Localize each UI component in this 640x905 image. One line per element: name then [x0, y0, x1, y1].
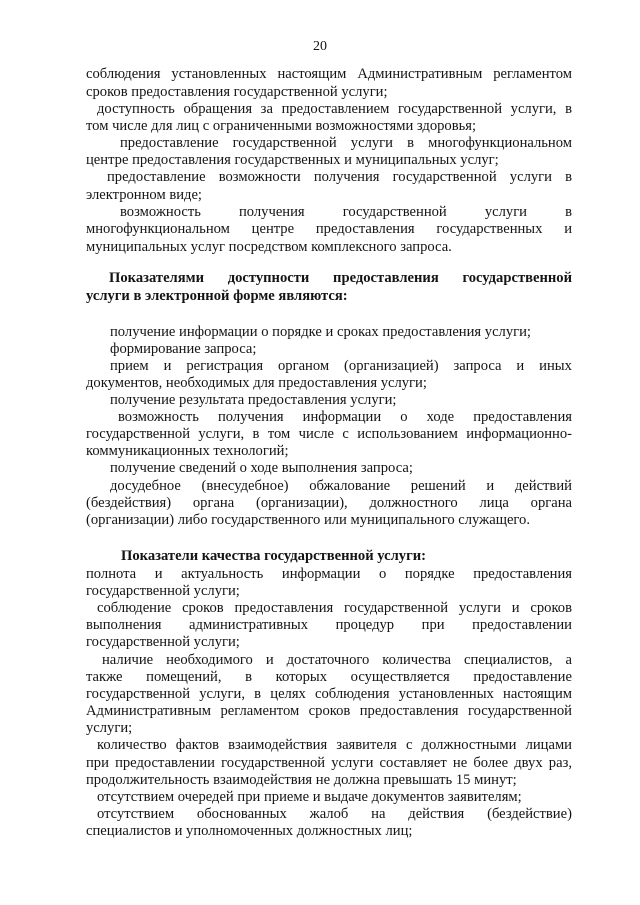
word: процедур — [335, 617, 395, 633]
word: предоставления — [315, 221, 415, 237]
word: предоставления — [473, 566, 572, 582]
word: жалоб — [309, 806, 349, 822]
text-line: муниципальных услуг посредством комплексного запроса. — [86, 239, 452, 255]
text-line: предоставление государственной услуги в многофункциональном — [120, 135, 572, 151]
word: также — [86, 669, 123, 685]
text-line-justified — [110, 358, 572, 375]
word: действия — [408, 806, 465, 822]
word: порядке — [404, 566, 455, 582]
word: лица — [479, 495, 509, 511]
word: регистрация — [186, 358, 264, 374]
word: полнота — [86, 566, 137, 582]
word: предоставление — [473, 669, 572, 685]
word: возможность — [120, 204, 201, 220]
word: (бездействие) — [487, 806, 572, 822]
text-line-justified — [86, 566, 572, 583]
text-line: (организации) либо государственного или муниципального служащего. — [86, 512, 531, 528]
word: информации — [302, 409, 382, 425]
text-line: количество фактов взаимодействия заявителя с должностными лицами — [97, 737, 572, 753]
word: информации — [281, 566, 361, 582]
text-line: при предоставлении государственной услуги составляет не более двух раз, — [86, 755, 572, 771]
word: должностного — [369, 495, 458, 511]
text-line: государственной услуги; — [86, 583, 240, 599]
word: ходе — [426, 409, 455, 425]
text-line: доступность обращения за предоставлением государственной услуги, в — [97, 101, 572, 117]
text-line: наличие необходимого и достаточного количества специалистов, а — [102, 652, 572, 668]
word: и — [516, 358, 525, 374]
text-line: центре предоставления государственных и муниципальных услуг; — [86, 152, 499, 168]
text-line: Административным регламентом сроков предоставления государственной — [86, 703, 572, 719]
text-line: коммуникационных технологий; — [86, 443, 289, 459]
word: государственной — [462, 270, 572, 286]
text-line: электронном виде; — [86, 187, 202, 203]
text-line: государственной услуги, в целях соблюдения установленных настоящим — [86, 686, 572, 702]
text-line-justified — [86, 669, 572, 686]
text-line: получение результата предоставления услуги; — [110, 392, 397, 408]
text-line-justified — [86, 495, 572, 512]
word: и — [564, 221, 572, 237]
word: получения — [217, 409, 284, 425]
word: и — [486, 478, 495, 494]
text-line-justified — [86, 221, 572, 238]
word: административных — [189, 617, 309, 633]
text-line: получение сведений о ходе выполнения запроса; — [110, 460, 413, 476]
section-heading — [109, 270, 572, 287]
text-line-justified — [97, 806, 572, 823]
text-line: предоставление возможности получения государственной услуги в — [107, 169, 572, 185]
word: многофункциональном — [86, 221, 230, 237]
text-line-justified — [120, 204, 572, 221]
text-line: соблюдение сроков предоставления государственной услуги и сроков — [97, 600, 572, 616]
word: иных — [539, 358, 572, 374]
text-line-justified — [118, 409, 572, 426]
word: при — [421, 617, 445, 633]
word: на — [371, 806, 386, 822]
word: центре — [251, 221, 295, 237]
word: осуществляется — [350, 669, 450, 685]
word: отсутствием — [97, 806, 175, 822]
word: актуальность — [181, 566, 264, 582]
word: выполнения — [86, 617, 162, 633]
text-line: получение информации о порядке и сроках предоставления услуги; — [110, 324, 531, 340]
text-line: отсутствием очередей при приеме и выдаче документов заявителям; — [97, 789, 522, 805]
word: о — [400, 409, 408, 425]
text-line: документов, необходимых для предоставления услуги; — [86, 375, 427, 391]
text-line: специалистов и уполномоченных должностных лиц; — [86, 823, 413, 839]
word: которых — [275, 669, 328, 685]
word: (организации), — [255, 495, 348, 511]
word: досудебное — [110, 478, 181, 494]
word: обоснованных — [196, 806, 287, 822]
text-line: том числе для лиц с ограниченными возможностями здоровья; — [86, 118, 477, 134]
word: (организацией) — [344, 358, 439, 374]
section-heading: Показатели качества государственной услуги: — [121, 548, 426, 564]
word: запроса — [453, 358, 502, 374]
word: возможность — [118, 409, 199, 425]
word: обжалование — [309, 478, 391, 494]
word: прием — [110, 358, 149, 374]
word: Показателями — [109, 270, 204, 286]
text-line: государственной услуги; — [86, 634, 240, 650]
word: решений — [410, 478, 466, 494]
word: предоставления — [473, 409, 572, 425]
word: и — [154, 566, 163, 582]
word: предоставления — [333, 270, 439, 286]
word: государственных — [436, 221, 543, 237]
word: и — [163, 358, 172, 374]
word: органа — [530, 495, 572, 511]
text-line-justified — [110, 478, 572, 495]
word: услуги — [484, 204, 527, 220]
word: предоставлении — [472, 617, 572, 633]
word: доступности — [227, 270, 310, 286]
text-line: продолжительность взаимодействия не должна превышать 15 минут; — [86, 772, 517, 788]
page-number: 20 — [313, 39, 327, 54]
text-line: государственной услуги, в том числе с использованием информационно- — [86, 426, 572, 442]
word: (внесудебное) — [201, 478, 289, 494]
word: органом — [277, 358, 330, 374]
word: государственной — [342, 204, 447, 220]
text-line: формирование запроса; — [110, 341, 257, 357]
text-line: услуги; — [86, 720, 133, 736]
word: в — [245, 669, 253, 685]
text-line: соблюдения установленных настоящим Административным регламентом — [86, 66, 572, 82]
word: в — [565, 204, 572, 220]
word: органа — [192, 495, 235, 511]
word: о — [378, 566, 387, 582]
section-heading: услуги в электронной форме являются: — [86, 288, 348, 304]
word: получения — [238, 204, 305, 220]
text-line-justified — [86, 617, 572, 634]
text-line: сроков предоставления государственной услуги; — [86, 84, 388, 100]
word: действий — [514, 478, 572, 494]
word: помещений, — [146, 669, 222, 685]
word: (бездействия) — [86, 495, 172, 511]
